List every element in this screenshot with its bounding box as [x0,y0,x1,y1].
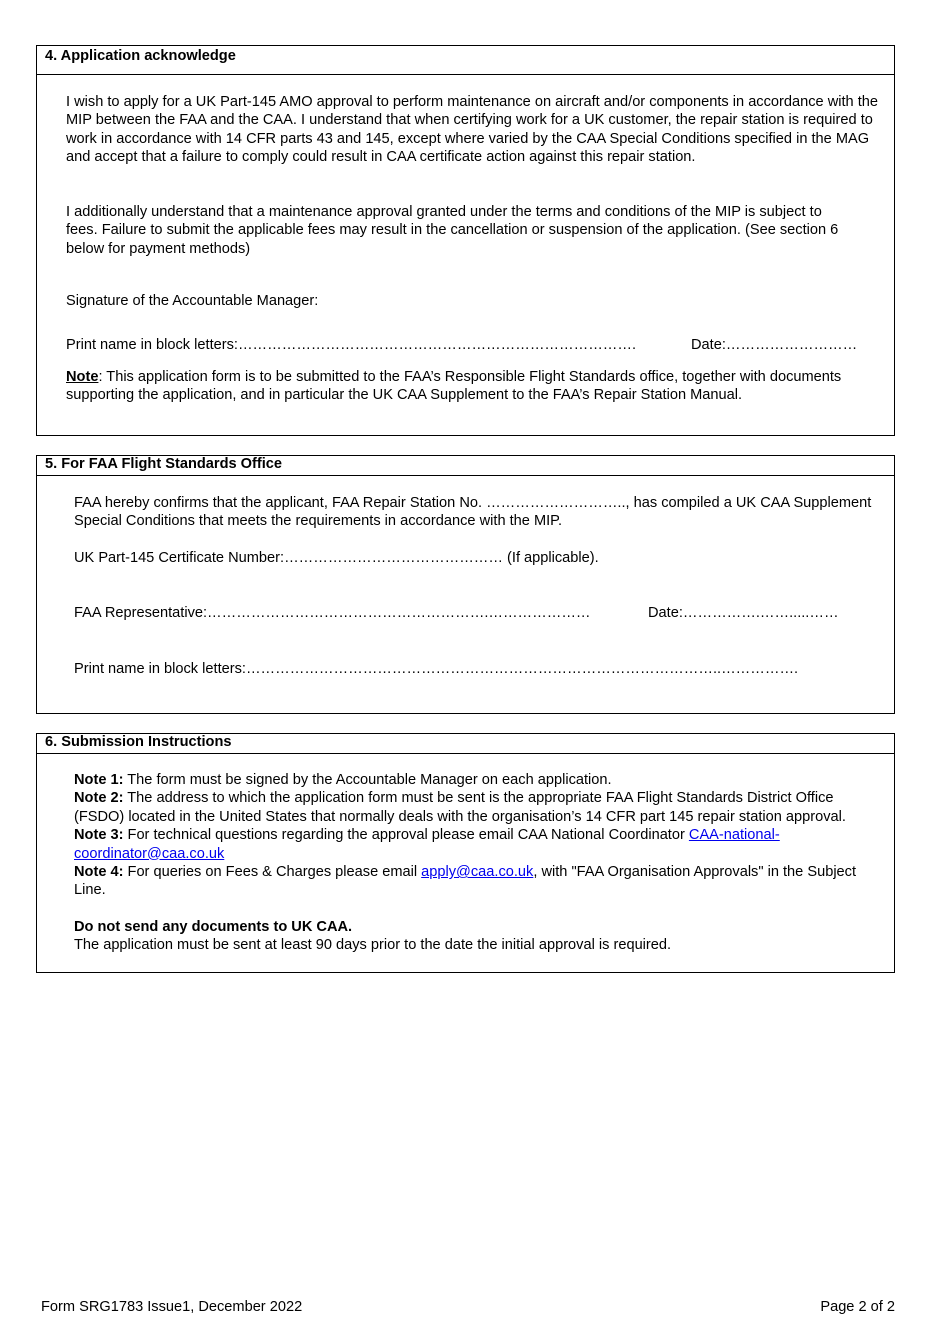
section-submission-instructions [36,733,895,973]
submission-note [66,368,866,405]
note-2: Note 2: The address to which the application form must be sent is the appropriate FAA Flight Standards District Office (FSDO) located in the United States that normally deals with the organisation’s 14 CFR part 145 repair station approval. [74,790,846,825]
form-identifier: Form SRG1783 Issue1, December 2022 [41,1299,303,1315]
note-3: Note 3: For technical questions regarding the approval please email CAA National Coordinator CAA-national-coordinator@caa.co.uk [74,827,780,862]
do-not-send-warning: Do not send any documents to UK CAA. [74,918,353,935]
page-number: Page 2 of 2 [820,1299,895,1315]
signature-label: Signature of the Accountable Manager: [66,293,319,309]
submission-notes [74,771,874,955]
certificate-number-field[interactable]: UK Part-145 Certificate Number:……………………………………… (If applicable). [74,550,599,566]
note-4: Note 4: For queries on Fees & Charges please email apply@caa.co.uk, with "FAA Organisation Approvals" in the Subject Line. [74,864,857,899]
apply-email-link[interactable]: apply@caa.co.uk [421,864,534,881]
faa-print-name-field[interactable]: Print name in block letters:……………………………………………………………………………………..……………. [74,661,799,677]
faa-representative-field[interactable]: FAA Representative:………………………………………………….………………… [74,605,591,621]
section-faa-flight-standards-office [36,455,895,714]
date-field[interactable]: Date:……………………… [691,337,858,353]
note-1: Note 1: The form must be signed by the Accountable Manager on each application. [74,772,612,788]
note-text: : This application form is to be submitted to the FAA’s Responsible Flight Standards office, together with documents supporting the application, and in particular the UK CAA Supplement to the FAA’s Repair Station Manual. [66,369,842,404]
section-6-heading: 6. Submission Instructions [37,734,894,754]
section-5-heading: 5. For FAA Flight Standards Office [37,456,894,476]
section-application-acknowledge [36,45,895,436]
note-label: Note [66,369,99,385]
acknowledge-paragraph-2: I additionally understand that a maintenance approval granted under the terms and conditions of the MIP is subject to fees. Failure to submit the applicable fees may result in the cancellation or suspension of the application. (See section 6 below for payment methods) [66,204,839,257]
caa-national-coordinator-email-link[interactable]: CAA-national-coordinator@caa.co.uk [74,827,780,862]
acknowledge-paragraph-1: I wish to apply for a UK Part-145 AMO approval to perform maintenance on aircraft and/or components in accordance with the MIP between the FAA and the CAA. I understand that when certifying work for a UK customer, the repair station is required to work in accordance with 14 CFR parts 43 and 145, except where varied by the CAA Special Conditions specified in the MAG and accept that a failure to comply could result in CAA certificate action against this repair station. [66,94,878,166]
deadline-text: The application must be sent at least 90 days prior to the date the initial approval is required. [74,937,672,954]
print-name-field[interactable]: Print name in block letters:………………………………………………………………………. [66,337,637,353]
faa-date-field[interactable]: Date:…………….…….....…… [648,605,839,621]
section-4-heading: 4. Application acknowledge [37,46,894,75]
faa-confirmation-text: FAA hereby confirms that the applicant, FAA Repair Station No. ……………………….., has compiled a UK CAA Supplement Special Conditions that meets the requirements in accordance with the MIP. [74,495,872,530]
